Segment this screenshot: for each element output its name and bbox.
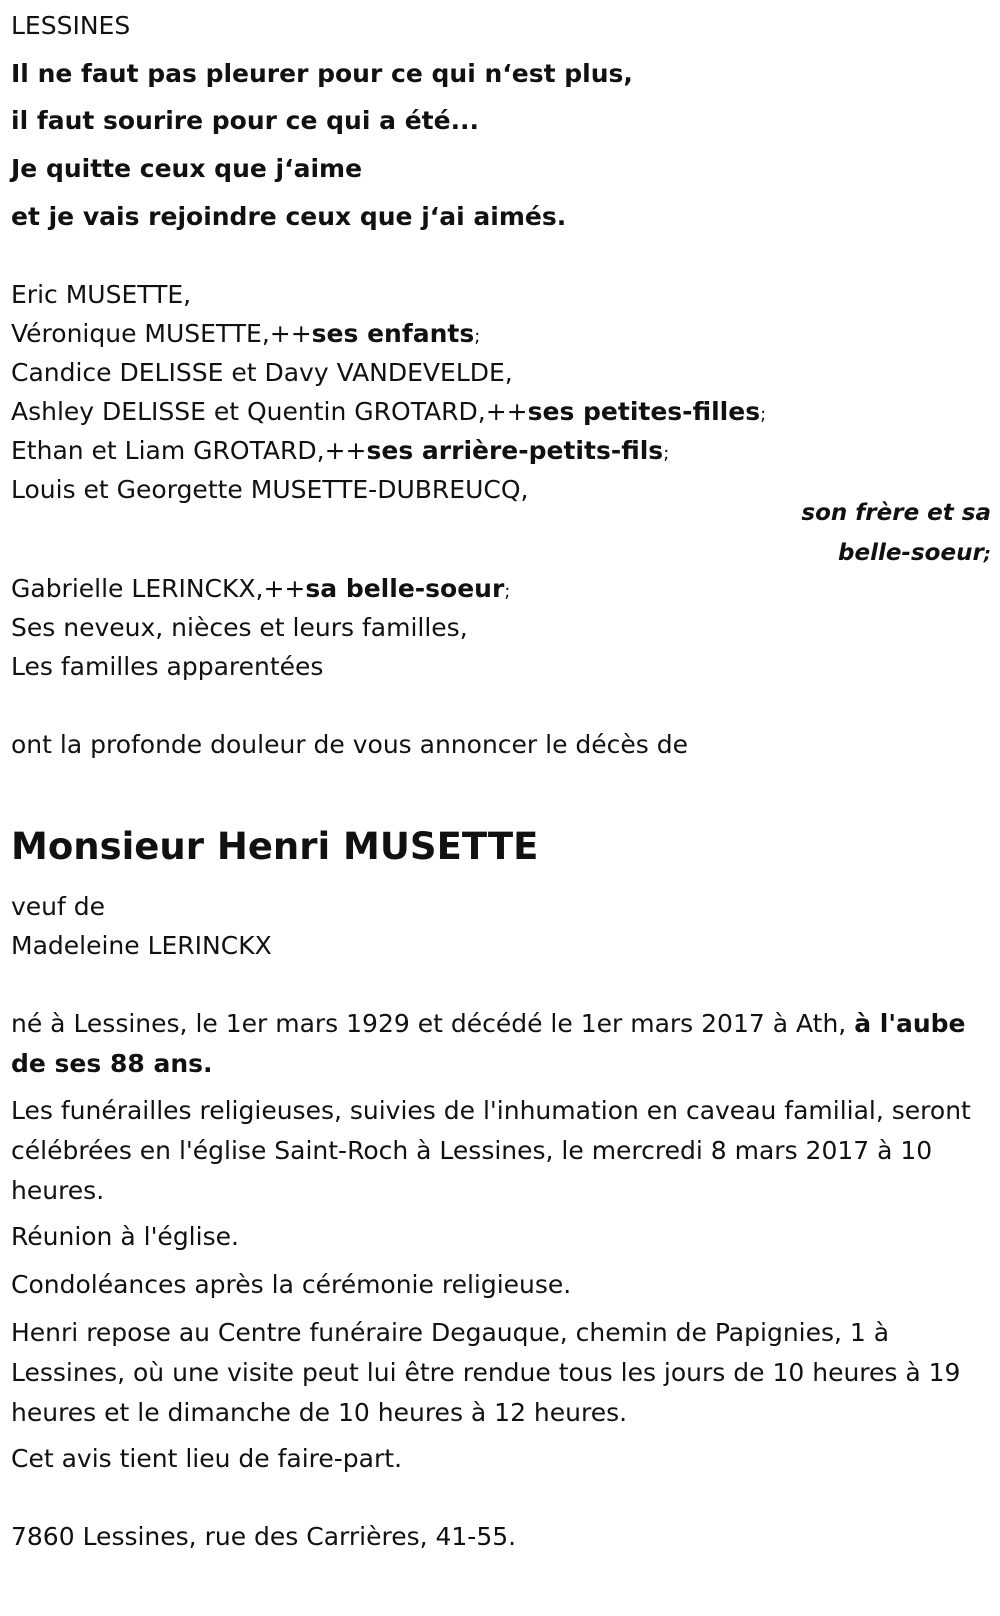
family-line-7 [11,569,510,612]
family-names: Véronique MUSETTE,++ [11,319,312,348]
family-relation: ses enfants [311,319,475,348]
rest-info: Henri repose au Centre funéraire Degauque, chemin de Papignies, 1 à Lessines, où une visite peut lui être rendue tous les jours de 10 heures à 19 heures et le dimanche de 10 heures à 12 heures. [11,1318,961,1427]
family-names: Gabrielle LERINCKX,++ [11,574,306,603]
poem-line-4: et je vais rejoindre ceux que j‘ai aimés. [11,202,567,231]
family-line-8: Ses neveux, nièces et leurs familles, [11,613,468,642]
family-line-6: Louis et Georgette MUSETTE-DUBREUCQ, [11,475,529,504]
family-line-3: Candice DELISSE et Davy VANDEVELDE, [11,358,513,387]
age-text: à l'aube de ses 88 ans. [11,1009,966,1078]
deceased-name: Monsieur Henri MUSETTE [11,825,539,868]
family-relation: ses petites-filles [527,397,761,426]
widow-label: veuf de [11,892,106,921]
family-names: Ethan et Liam GROTARD,++ [11,436,367,465]
poem-line-1: Il ne faut pas pleurer pour ce qui n‘est plus, [11,59,633,88]
announcement: ont la profonde douleur de vous annoncer le décès de [11,730,689,759]
family-line-9: Les familles apparentées [11,652,324,681]
family-relation-brother [731,493,991,575]
family-line-1: Eric MUSETTE, [11,280,192,309]
condolences-info: Condoléances après la cérémonie religieuse. [11,1270,572,1299]
spouse-name: Madeleine LERINCKX [11,931,272,960]
family-relation: son frère et sa belle-soeur [801,500,991,566]
semicolon: ; [983,544,991,565]
family-line-4 [11,392,766,435]
semicolon: ; [760,404,767,425]
city-heading: LESSINES [11,11,131,40]
semicolon: ; [504,581,511,602]
meeting-info: Réunion à l'église. [11,1222,239,1251]
address: 7860 Lessines, rue des Carrières, 41-55. [11,1522,517,1551]
birth-death-info [11,1004,971,1084]
family-names: Ashley DELISSE et Quentin GROTARD,++ [11,397,528,426]
poem-line-3: Je quitte ceux que j‘aime [11,154,363,183]
semicolon: ; [474,326,481,347]
birth-text: né à Lessines, le 1er mars 1929 et décédé le 1er mars 2017 à Ath, [11,1009,855,1038]
semicolon: ; [663,443,670,464]
funeral-info: Les funérailles religieuses, suivies de l'inhumation en caveau familial, seront célébrées en l'église Saint-Roch à Lessines, le mercredi 8 mars 2017 à 10 heures. [11,1096,971,1205]
poem-line-2: il faut sourire pour ce qui a été... [11,106,480,135]
family-line-2 [11,314,480,357]
notice-info: Cet avis tient lieu de faire-part. [11,1444,403,1473]
family-relation: sa belle-soeur [305,574,505,603]
family-line-5 [11,431,669,474]
family-relation: ses arrière-petits-fils [366,436,664,465]
